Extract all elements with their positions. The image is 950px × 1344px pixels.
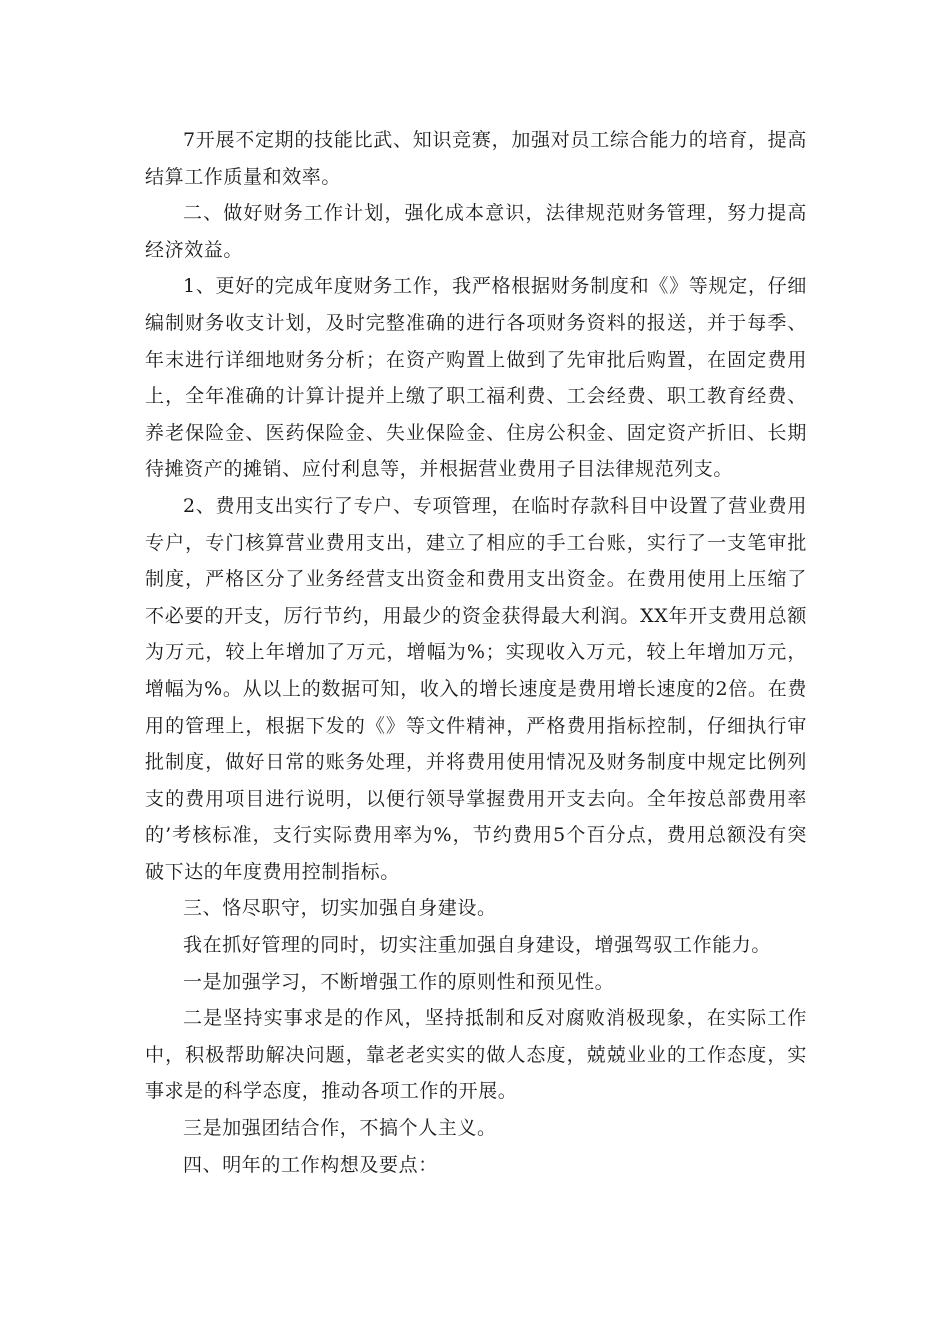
paragraph-point-one: 一是加强学习，不断增强工作的原则性和预见性。 [183, 970, 615, 993]
paragraph-self-building: 我在抓好管理的同时，切实注重加强自身建设，增强驾驭工作能力。 [183, 934, 772, 957]
paragraph-expense-management: 2、费用支出实行了专户、专项管理，在临时存款科目中设置了营业费用专户，专门核算营业费用支出，建立了相应的手工台账，实行了一支笔审批制度，严格区分了业务经营支出资金和费用支出资金。在费用使用上压缩了不必要的开支，厉行节约，用最少的资金获得最大利润。XX年开支费用总额为万元，较上年增加了万元，增幅为%；实现收入万元，较上年增加万元，增幅为%。从以上的数据可知，收入的增长速度是费用增长速度的2倍。在费用的管理上，根据下发的《》等文件精神，严格费用指标控制，仔细执行审批制度，做好日常的账务处理，并将费用使用情况及财务制度中规定比例列支的费用项目进行说明，以便行领导掌握费用开支去向。全年按总部费用率的’考核标准，支行实际费用率为%，节约费用5个百分点，费用总额没有突破下达的年度费用控制指标。 [145, 494, 807, 883]
paragraph-point-three: 三是加强团结合作，不搞个人主义。 [183, 1117, 497, 1140]
paragraph-point-two: 二是坚持实事求是的作风，坚持抵制和反对腐败消极现象，在实际工作中，积极帮助解决问题，靠老老实实的做人态度，兢兢业业的工作态度，实事求是的科学态度，推动各项工作的开展。 [145, 1007, 807, 1103]
paragraph-annual-finance: 1、更好的完成年度财务工作，我严格根据财务制度和《》等规定，仔细编制财务收支计划，及时完整准确的进行各项财务资料的报送，并于每季、年末进行详细地财务分析；在资产购置上做到了先审批后购置，在固定费用上，全年准确的计算计提并上缴了职工福利费、工会经费、职工教育经费、养老保险金、医药保险金、失业保险金、住房公积金、固定资产折旧、长期待摊资产的摊销、应付利息等，并根据营业费用子目法律规范列支。 [145, 275, 807, 481]
heading-section-two: 二、做好财务工作计划，强化成本意识，法律规范财务管理，努力提高经济效益。 [145, 202, 807, 261]
heading-section-three: 三、恪尽职守，切实加强自身建设。 [183, 897, 497, 920]
document-body [145, 122, 807, 1183]
heading-section-four: 四、明年的工作构想及要点： [183, 1153, 438, 1176]
paragraph-skills-competition: 7开展不定期的技能比武、知识竞赛，加强对员工综合能力的培育，提高结算工作质量和效率。 [145, 129, 807, 188]
